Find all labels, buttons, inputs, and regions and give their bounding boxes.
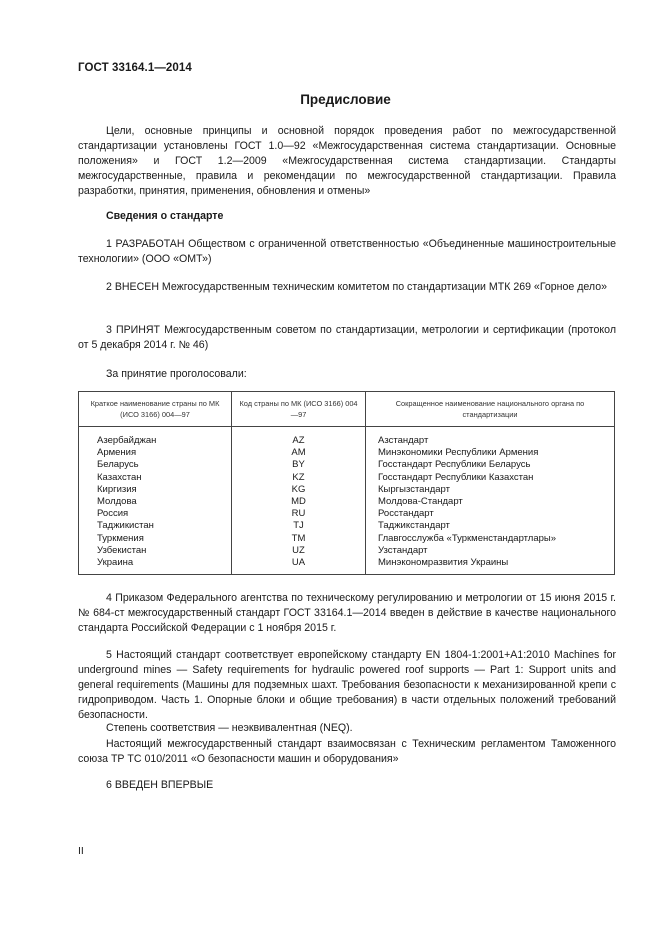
cell-country-code: UA xyxy=(232,557,366,575)
intro-paragraph: Цели, основные принципы и основной порядок проведения работ по межгосударственной стандартизации установлены ГОСТ 1.0—92 «Межгосударственная система стандартизации. Основные положения» и ГОСТ 1.2—2009 «Межгосударственная система стандартизации. Стандарты межгосударственные, правила и рекомендации по межгосударственной стандартизации. Правила разработки, принятия, применения, обновления и отмены» xyxy=(78,125,616,197)
cell-country-code: AZ xyxy=(232,427,366,448)
table-row xyxy=(79,557,615,575)
cell-standards-body: Минэкономразвития Украины xyxy=(366,557,615,575)
table-row xyxy=(79,484,615,496)
cell-country-name: Украина xyxy=(79,557,232,575)
table-row xyxy=(79,520,615,532)
cell-country-code: MD xyxy=(232,496,366,508)
cell-standards-body: Госстандарт Республики Беларусь xyxy=(366,459,615,471)
cell-country-name: Беларусь xyxy=(79,459,232,471)
cell-standards-body: Азстандарт xyxy=(366,427,615,448)
header-standards-body: Сокращенное наименование национального органа по стандартизации xyxy=(366,392,615,427)
voted-label: За принятие проголосовали: xyxy=(106,368,247,380)
cell-standards-body: Главгосслужба «Туркменстандартлары» xyxy=(366,533,615,545)
item-adopted: 3 ПРИНЯТ Межгосударственным советом по стандартизации, метрологии и сертификации (протокол от 5 декабря 2014 г. № 46) xyxy=(78,324,616,351)
item-interlinked: Настоящий межгосударственный стандарт взаимосвязан с Техническим регламентом Таможенного союза ТР ТС 010/2011 «О безопасности машин и оборудования» xyxy=(78,738,616,765)
header-country-name: Краткое наименование страны по МК (ИСО 3166) 004—97 xyxy=(79,392,232,427)
cell-country-code: KZ xyxy=(232,472,366,484)
cell-country-code: KG xyxy=(232,484,366,496)
item-submitted: 2 ВНЕСЕН Межгосударственным техническим комитетом по стандартизации МТК 269 «Горное дело» xyxy=(106,281,608,293)
cell-country-name: Туркмения xyxy=(79,533,232,545)
item-developed: 1 РАЗРАБОТАН Обществом с ограниченной ответственностью «Объединенные машиностроительные технологии» (ООО «ОМТ») xyxy=(78,238,616,265)
cell-country-code: UZ xyxy=(232,545,366,557)
table-body xyxy=(79,427,615,575)
table-row xyxy=(79,472,615,484)
table-row xyxy=(79,508,615,520)
table-row xyxy=(79,533,615,545)
cell-country-code: AM xyxy=(232,447,366,459)
cell-country-name: Узбекистан xyxy=(79,545,232,557)
cell-country-code: RU xyxy=(232,508,366,520)
cell-country-name: Армения xyxy=(79,447,232,459)
item-order: 4 Приказом Федерального агентства по техническому регулированию и метрологии от 15 июня 2015 г. № 684-ст межгосударственный стандарт ГОСТ 33164.1—2014 введен в действие в качестве национального стандарта Российской Федерации с 1 ноября 2015 г. xyxy=(78,592,616,634)
cell-standards-body: Таджикстандарт xyxy=(366,520,615,532)
item-introduced: 6 ВВЕДЕН ВПЕРВЫЕ xyxy=(106,779,214,791)
member-countries-table xyxy=(78,391,615,575)
page-title: Предисловие xyxy=(300,92,391,107)
table-header-row xyxy=(79,392,615,427)
cell-country-name: Россия xyxy=(79,508,232,520)
cell-country-code: BY xyxy=(232,459,366,471)
table-row xyxy=(79,459,615,471)
table-row xyxy=(79,545,615,557)
cell-country-name: Казахстан xyxy=(79,472,232,484)
cell-standards-body: Госстандарт Республики Казахстан xyxy=(366,472,615,484)
cell-standards-body: Молдова-Стандарт xyxy=(366,496,615,508)
cell-country-name: Киргизия xyxy=(79,484,232,496)
cell-country-name: Азербайджан xyxy=(79,427,232,448)
cell-standards-body: Кыргызстандарт xyxy=(366,484,615,496)
cell-standards-body: Узстандарт xyxy=(366,545,615,557)
table-row xyxy=(79,427,615,448)
cell-country-code: TJ xyxy=(232,520,366,532)
item-degree: Степень соответствия — неэквивалентная (NEQ). xyxy=(106,722,353,734)
page-number: II xyxy=(78,845,84,857)
cell-standards-body: Росстандарт xyxy=(366,508,615,520)
cell-standards-body: Минэкономики Республики Армения xyxy=(366,447,615,459)
table-row xyxy=(79,496,615,508)
cell-country-name: Таджикистан xyxy=(79,520,232,532)
standard-info-heading: Сведения о стандарте xyxy=(106,210,224,222)
document-code: ГОСТ 33164.1—2014 xyxy=(78,62,192,74)
header-country-code: Код страны по МК (ИСО 3166) 004—97 xyxy=(232,392,366,427)
cell-country-code: TM xyxy=(232,533,366,545)
table-row xyxy=(79,447,615,459)
cell-country-name: Молдова xyxy=(79,496,232,508)
item-correspondence: 5 Настоящий стандарт соответствует европейскому стандарту EN 1804-1:2001+A1:2010 Machines for underground mines — Safety requirements for hydraulic powered roof supports — Part 1: Support units and general requirements (Машины для подземных шахт. Требования безопасности к механизированной крепи с гидроприводом. Часть 1. Опорные блоки и общие требования) в части отдельных положений требований безопасности. xyxy=(78,649,616,721)
